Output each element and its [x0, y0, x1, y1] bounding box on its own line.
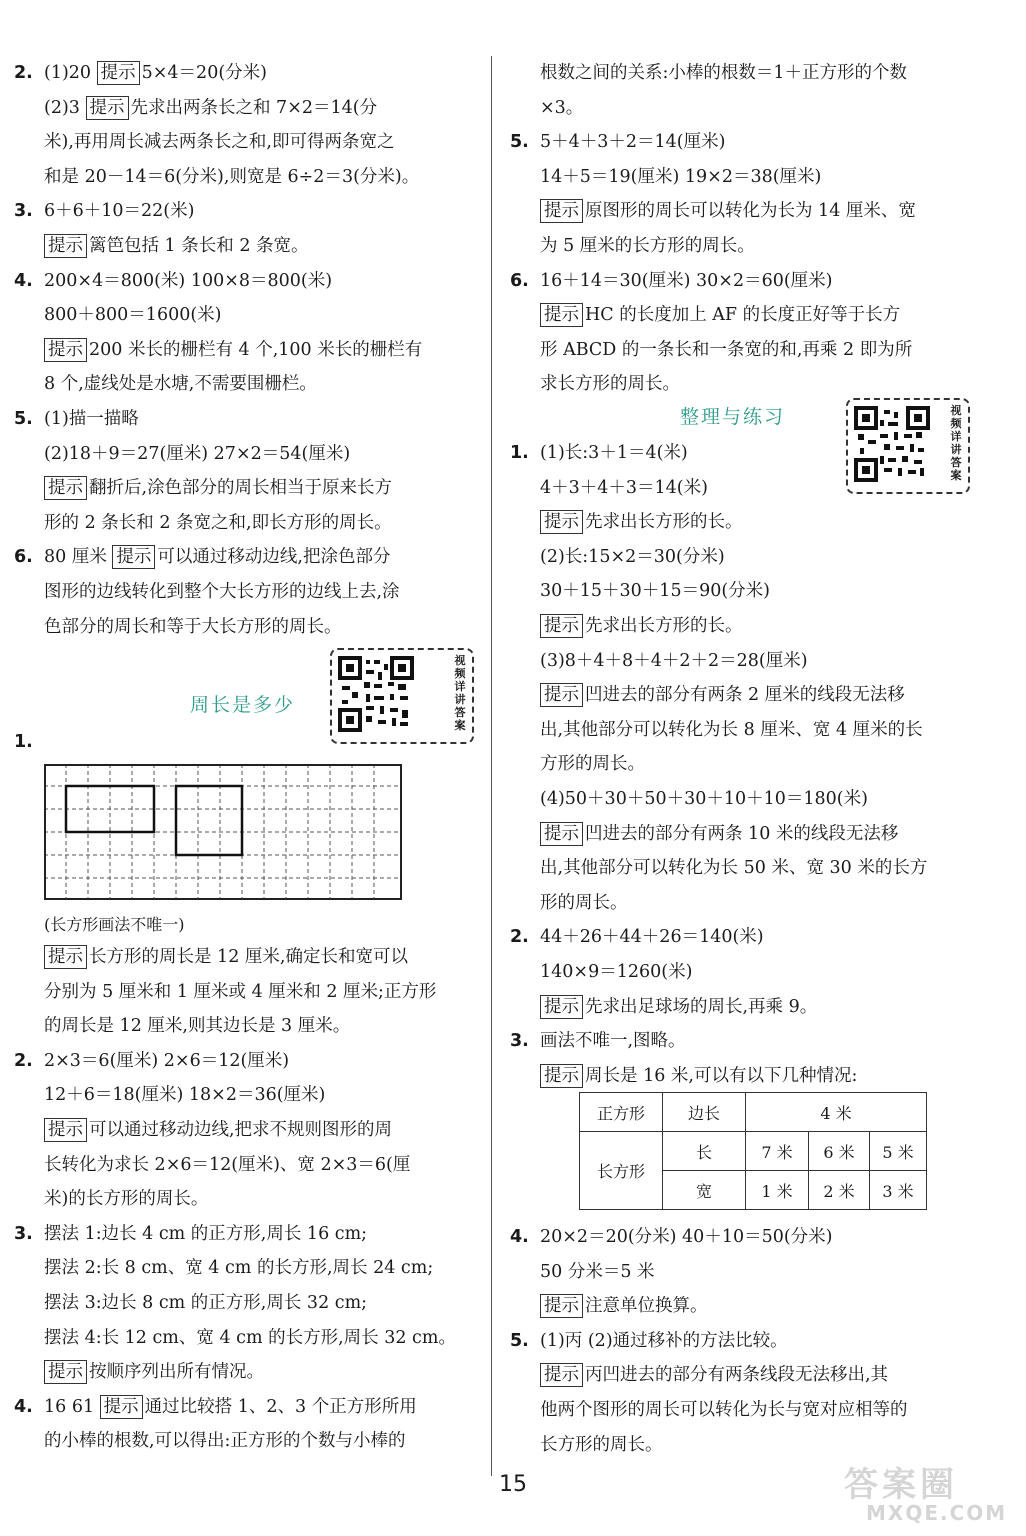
answer-text: 摆法 2:长 8 cm、宽 4 cm 的长方形,周长 24 cm; — [44, 1258, 434, 1279]
answer-text: 长转化为求长 2×6＝12(厘米)、宽 2×3＝6(厘 — [44, 1154, 411, 1175]
answer-line — [14, 471, 482, 506]
answer-line — [14, 1390, 482, 1425]
table-side-label: 边长 — [663, 1093, 746, 1132]
answer-text: 的周长是 12 厘米,则其边长是 3 厘米。 — [44, 1016, 351, 1037]
answer-line — [14, 610, 482, 645]
answer-line — [510, 782, 976, 817]
answer-line — [510, 436, 976, 471]
answer-text: 5×4＝20(分米) — [141, 63, 267, 83]
table-width-label: 宽 — [663, 1171, 746, 1210]
answer-line — [510, 1358, 976, 1393]
answer-line — [510, 920, 976, 955]
answer-line — [510, 1255, 976, 1290]
answer-line — [510, 644, 976, 679]
answer-text: (3)8＋4＋8＋4＋2＋2＝28(厘米) — [540, 650, 808, 671]
answer-line — [510, 1220, 976, 1255]
right-column — [510, 56, 976, 402]
answer-text: 他两个图形的周长可以转化为长与宽对应相等的 — [540, 1399, 908, 1420]
answer-text: 5＋4＋3＋2＝14(厘米) — [540, 132, 726, 153]
answer-line — [14, 540, 482, 575]
answer-line — [510, 990, 976, 1025]
answer-line — [510, 125, 976, 160]
answer-text: 摆法 4:长 12 cm、宽 4 cm 的长方形,周长 32 cm。 — [44, 1327, 456, 1348]
hint-text: HC 的长度加上 AF 的长度正好等于长方 — [585, 305, 901, 326]
answer-text: 6＋6＋10＝22(米) — [44, 201, 195, 222]
table-rect-label: 长方形 — [580, 1132, 663, 1210]
right-column-part2 — [510, 436, 976, 1093]
hint-tag: 提示 — [44, 1360, 87, 1384]
right-answers-part1 — [510, 56, 976, 402]
answer-line — [510, 678, 976, 713]
column-divider — [491, 56, 492, 1476]
hint-tag: 提示 — [540, 1064, 583, 1088]
answer-line — [14, 367, 482, 402]
answer-text: 方形的周长。 — [540, 754, 645, 775]
hint-tag: 提示 — [540, 303, 583, 327]
answer-text: 形的 2 条长和 2 条宽之和,即长方形的周长。 — [44, 512, 392, 533]
answer-line — [14, 1286, 482, 1321]
hint-text: 通过比较搭 1、2、3 个正方形所用 — [144, 1396, 417, 1417]
hint-tag: 提示 — [540, 510, 583, 534]
question-number: 3. — [14, 201, 33, 222]
hint-tag: 提示 — [540, 614, 583, 638]
answer-line — [14, 1078, 482, 1113]
hint-tag: 提示 — [540, 1363, 583, 1387]
answer-line — [14, 1148, 482, 1183]
right-column-part3 — [510, 1220, 976, 1462]
hint-tag: 提示 — [540, 199, 583, 223]
table-width-cell: 3 米 — [870, 1171, 927, 1210]
question-number: 4. — [14, 270, 33, 291]
rectangle-3x3 — [176, 786, 242, 855]
answer-line — [510, 56, 976, 91]
answer-line — [14, 194, 482, 229]
hint-tag: 提示 — [44, 234, 87, 258]
answer-line — [510, 229, 976, 264]
answer-text: (1)描一描略 — [44, 408, 139, 429]
answer-text: 摆法 1:边长 4 cm 的正方形,周长 16 cm; — [44, 1223, 368, 1244]
answer-line — [510, 955, 976, 990]
answer-line — [14, 1251, 482, 1286]
answer-line — [14, 333, 482, 368]
answer-text: 为 5 厘米的长方形的周长。 — [540, 235, 755, 256]
answer-text: (2)18＋9＝27(厘米) 27×2＝54(厘米) — [44, 443, 351, 464]
answer-line — [510, 886, 976, 921]
answer-line — [14, 229, 482, 264]
answer-text: 30＋15＋30＋15＝90(分米) — [540, 581, 770, 602]
answer-line — [14, 91, 482, 126]
answer-line — [510, 160, 976, 195]
watermark-text: 答案圈 — [844, 1465, 958, 1505]
qr-code-icon — [338, 656, 414, 732]
answer-text: 50 分米＝5 米 — [540, 1261, 655, 1282]
answer-line — [14, 1009, 482, 1044]
answer-text: 求长方形的周长。 — [540, 374, 680, 395]
answer-text: 画法不唯一,图略。 — [540, 1031, 686, 1052]
answer-text: 米)的长方形的周长。 — [44, 1189, 209, 1210]
hint-text: 原图形的周长可以转化为长为 14 厘米、宽 — [585, 201, 916, 222]
hint-text: 凹进去的部分有两条 10 米的线段无法移 — [585, 823, 899, 844]
answer-text: 根数之间的关系:小棒的根数＝1＋正方形的个数 — [540, 63, 908, 83]
answer-text: 和是 20－14＝6(分米),则宽是 6÷2＝3(分米)。 — [44, 166, 420, 187]
hint-text: 翻折后,涂色部分的周长相当于原来长方 — [89, 478, 393, 499]
answer-line — [510, 1324, 976, 1359]
answer-text: 140×9＝1260(米) — [540, 961, 693, 982]
answer-line — [14, 1321, 482, 1356]
answer-line — [14, 975, 482, 1010]
table-length-cell: 5 米 — [870, 1132, 927, 1171]
hint-text: 先求出足球场的周长,再乘 9。 — [585, 996, 818, 1017]
answer-text: (1)长:3＋1＝4(米) — [540, 443, 688, 463]
answer-line — [510, 91, 976, 126]
hint-text: 丙凹进去的部分有两条线段无法移出,其 — [585, 1365, 889, 1386]
grid-caption: (长方形画法不唯一) — [44, 915, 185, 934]
answer-text: (2)3 — [44, 97, 86, 118]
qr-code-left[interactable] — [330, 648, 474, 744]
section-title-review: 整理与练习 — [680, 406, 786, 428]
answer-line — [510, 471, 976, 506]
question-number: 6. — [510, 270, 529, 291]
hint-tag: 提示 — [44, 476, 87, 500]
left-answers-part2 — [14, 940, 482, 1459]
hint-text: 可以通过移动边线,把涂色部分 — [157, 547, 391, 568]
answer-line — [14, 940, 482, 975]
answer-text: 200×4＝800(米) 100×8＝800(米) — [44, 270, 333, 291]
question-number: 3. — [510, 1031, 529, 1052]
question-number: 4. — [510, 1227, 529, 1247]
answer-line — [510, 540, 976, 575]
hint-text: 先求出长方形的长。 — [585, 512, 743, 533]
answer-text: 的小棒的根数,可以得出:正方形的个数与小棒的 — [44, 1431, 406, 1452]
hint-tag: 提示 — [44, 945, 87, 969]
table-side-value: 4 米 — [746, 1093, 927, 1132]
answer-line — [14, 160, 482, 195]
answer-text: 44＋26＋44＋26＝140(米) — [540, 927, 764, 948]
hint-tag: 提示 — [540, 822, 583, 846]
answer-line — [510, 609, 976, 644]
answer-line — [14, 264, 482, 299]
hint-text: 200 米长的栅栏有 4 个,100 米长的栅栏有 — [89, 339, 423, 360]
question-number: 2. — [510, 927, 529, 948]
answer-line — [510, 194, 976, 229]
table-square-label: 正方形 — [580, 1093, 663, 1132]
answer-text: (1)丙 (2)通过移补的方法比较。 — [540, 1330, 788, 1351]
question-number: 2. — [14, 63, 33, 83]
answer-text: 8 个,虚线处是水塘,不需要围栅栏。 — [44, 374, 317, 395]
answer-line — [510, 1024, 976, 1059]
hint-text: 先求出两条长之和 7×2＝14(分 — [130, 97, 378, 118]
answer-text: ×3。 — [540, 97, 584, 118]
hint-text: 凹进去的部分有两条 2 厘米的线段无法移 — [585, 685, 905, 706]
qr-caption: 视频详讲答案 — [950, 404, 962, 482]
grid-rectangles-figure — [44, 764, 402, 900]
table-width-cell: 2 米 — [809, 1171, 870, 1210]
question-number: 5. — [14, 408, 33, 429]
hint-text: 可以通过移动边线,把求不规则图形的周 — [89, 1119, 393, 1140]
answer-line — [14, 1355, 482, 1390]
answer-text: 色部分的周长和等于大长方形的周长。 — [44, 616, 342, 637]
left-answers-part1 — [14, 56, 482, 644]
right-answers-part3 — [510, 1220, 976, 1462]
answer-line — [14, 1182, 482, 1217]
answer-line — [14, 298, 482, 333]
answer-line — [14, 506, 482, 541]
answer-line — [510, 1289, 976, 1324]
answer-line — [510, 264, 976, 299]
perimeter-table — [579, 1092, 927, 1210]
answer-text: 80 厘米 — [44, 547, 113, 568]
hint-tag: 提示 — [112, 545, 155, 569]
hint-tag: 提示 — [100, 1395, 143, 1419]
answer-line — [14, 56, 482, 91]
question-number: 2. — [14, 1050, 33, 1071]
qr-caption: 视频详讲答案 — [454, 654, 466, 732]
watermark-url: MXQE.COM — [866, 1501, 1008, 1525]
answer-line — [14, 1217, 482, 1252]
answer-line — [510, 298, 976, 333]
question-number: 5. — [510, 132, 529, 153]
answer-text: 形的周长。 — [540, 892, 628, 913]
answer-text: 米),再用周长减去两条长之和,即可得两条宽之 — [44, 132, 395, 153]
answer-text: (2)长:15×2＝30(分米) — [540, 546, 725, 567]
answer-text: 20×2＝20(分米) 40＋10＝50(分米) — [540, 1227, 833, 1247]
answer-text: 16＋14＝30(厘米) 30×2＝60(厘米) — [540, 270, 833, 291]
answer-line — [14, 437, 482, 472]
answer-line — [510, 505, 976, 540]
question-number: 3. — [14, 1223, 33, 1244]
answer-line — [14, 125, 482, 160]
hint-tag: 提示 — [540, 1294, 583, 1318]
hint-text: 按顺序列出所有情况。 — [89, 1362, 264, 1383]
answer-line — [510, 333, 976, 368]
answer-line — [510, 851, 976, 886]
hint-tag: 提示 — [97, 61, 140, 85]
question-number: 5. — [510, 1330, 529, 1351]
answer-line — [510, 1059, 976, 1094]
hint-text: 注意单位换算。 — [585, 1296, 708, 1317]
answer-text: 图形的边线转化到整个大长方形的边线上去,涂 — [44, 581, 400, 602]
answer-text: 形 ABCD 的一条长和一条宽的和,再乘 2 即为所 — [540, 339, 913, 360]
answer-text: 12＋6＝18(厘米) 18×2＝36(厘米) — [44, 1085, 326, 1106]
hint-text: 长方形的周长是 12 厘米,确定长和宽可以 — [89, 947, 408, 967]
question-number: 1. — [510, 443, 529, 463]
answer-text: 出,其他部分可以转化为长 50 米、宽 30 米的长方 — [540, 858, 928, 879]
question-1-number: 1. — [14, 732, 33, 752]
answer-text: 分别为 5 厘米和 1 厘米或 4 厘米和 2 厘米;正方形 — [44, 981, 437, 1002]
answer-text: 2×3＝6(厘米) 2×6＝12(厘米) — [44, 1050, 290, 1071]
answer-line — [510, 713, 976, 748]
left-column-part2 — [14, 940, 482, 1459]
answer-line — [510, 574, 976, 609]
answer-line — [510, 817, 976, 852]
answer-text: 14＋5＝19(厘米) 19×2＝38(厘米) — [540, 166, 822, 187]
table-width-cell: 1 米 — [746, 1171, 809, 1210]
table-length-cell: 7 米 — [746, 1132, 809, 1171]
watermark-logo — [836, 1455, 1016, 1531]
answer-line — [510, 747, 976, 782]
answer-text: 出,其他部分可以转化为长 8 厘米、宽 4 厘米的长 — [540, 719, 923, 740]
table-length-label: 长 — [663, 1132, 746, 1171]
answer-line — [14, 1113, 482, 1148]
page-number: 15 — [499, 1472, 527, 1497]
hint-tag: 提示 — [540, 995, 583, 1019]
hint-tag: 提示 — [540, 683, 583, 707]
question-number: 4. — [14, 1396, 33, 1417]
answer-text: 16 61 — [44, 1396, 100, 1417]
answer-text: (4)50＋30＋50＋30＋10＋10＝180(米) — [540, 788, 868, 809]
table-length-cell: 6 米 — [809, 1132, 870, 1171]
answer-text: (1)20 — [44, 63, 97, 83]
hint-tag: 提示 — [44, 338, 87, 362]
hint-tag: 提示 — [44, 1118, 87, 1142]
answer-text: 4＋3＋4＋3＝14(米) — [540, 477, 708, 498]
right-answers-part2 — [510, 436, 976, 1093]
section-title-perimeter: 周长是多少 — [190, 694, 296, 716]
answer-text: 800＋800＝1600(米) — [44, 305, 222, 326]
answer-line — [14, 1424, 482, 1459]
left-column — [14, 56, 482, 644]
hint-tag: 提示 — [86, 96, 129, 120]
answer-line — [510, 1393, 976, 1428]
hint-text: 周长是 16 米,可以有以下几种情况: — [585, 1065, 858, 1086]
answer-line — [14, 1044, 482, 1079]
hint-text: 先求出长方形的长。 — [585, 615, 743, 636]
answer-text: 摆法 3:边长 8 cm 的正方形,周长 32 cm; — [44, 1292, 368, 1313]
answer-line — [14, 575, 482, 610]
answer-line — [14, 402, 482, 437]
hint-text: 篱笆包括 1 条长和 2 条宽。 — [89, 235, 309, 256]
answer-text: 长方形的周长。 — [540, 1434, 663, 1455]
answer-line — [510, 367, 976, 402]
question-number: 6. — [14, 547, 33, 568]
